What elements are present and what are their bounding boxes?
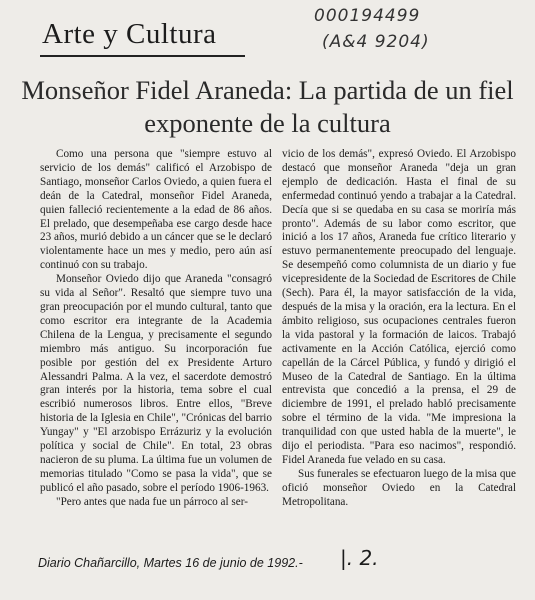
handwritten-code-1: 000194499 [314,6,421,26]
section-title: Arte y Cultura [42,18,217,50]
paragraph: vicio de los demás", expresó Oviedo. El Arzobispo destacó que monseñor Araneda "deja un gran ejemplo de dedicación. Hasta el final de su enfermedad continuó yendo a trabajar a la Catedral. Decía que si se quedaba en su casa se moriría más pronto". Además de su labor como escritor, que inició a los 17 años, Araneda fue crítico literario y estuvo permanentemente preocupado del lenguaje. Se desempeñó como columnista de un diario y fue vicepresidente de la Sociedad de Escritores de Chile (Sech). Para él, la mayor satisfacción de la vida, después de la misa y la oración, era la lectura. En el ámbito religioso, sus ocupaciones centrales fueron la vida pastoral y la formación de laicos. Trabajó activamente en la Acción Católica, ejerció como capellán de la Cárcel Pública, y fundó y dirigió el Museo de la Catedral de Santiago. En la última entrevista que concedió a la prensa, el 29 de diciembre de 1991, el prelado habló precisamente sobre el término de la vida. "Me impresiona la tranquilidad con que usted habla de la muerte", le dijo el periodista. "Para eso nacimos", respondió. Fidel Araneda fue velado en su casa. [282,148,516,466]
handwritten-code-2: (A&4 9204) [322,32,430,52]
handwritten-page-number: |. 2. [340,546,379,570]
article-column-right [282,148,516,510]
paragraph: Sus funerales se efectuaron luego de la misa que ofició monseñor Oviedo en la Catedral Metropolitana. [282,467,516,508]
paragraph: Como una persona que "siempre estuvo al servicio de los demás" calificó el Arzobispo de Santiago, monseñor Carlos Oviedo, a quien fuera el deán de la Catedral, monseñor Fidel Araneda, quien falleció recientemente a la edad de 86 años. El prelado, que desempeñaba ese cargo desde hace 23 años, murió debido a un cáncer que se le declaró violentamente hace un mes y medio, pero aún así continuó con su trabajo. [40,148,272,272]
paragraph: "Pero antes que nada fue un párroco al ser- [56,495,248,508]
section-underline [40,55,245,57]
article-column-left [40,148,272,510]
source-footer: Diario Chañarcillo, Martes 16 de junio de 1992.- [38,556,303,570]
paragraph: Monseñor Oviedo dijo que Araneda "consagró su vida al Señor". Resaltó que siempre tuvo una gran preocupación por el mundo cultural, tanto que como escritor era integrante de la Academia Chilena de la Lengua, y precisamente el segundo miembro más antiguo. Su incorporación fue posible por gestión del ex Presidente Arturo Alessandri Palma. A la vez, el sacerdote demostró gran interés por la historia, tema sobre el cual escribió numerosos libros. Entre ellos, "Breve historia de la Iglesia en Chile", "Crónicas del barrio Yungay" y "El arzobispo Errázuriz y la evolución política y social de Chile". En total, 23 obras nacieron de su pluma. La última fue un volumen de memorias titulado "Como se pasa la vida", que se publicó el año pasado, sobre el período 1906-1963. [40,273,272,494]
article-headline: Monseñor Fidel Araneda: La partida de un fiel exponente de la cultura [21,75,514,138]
